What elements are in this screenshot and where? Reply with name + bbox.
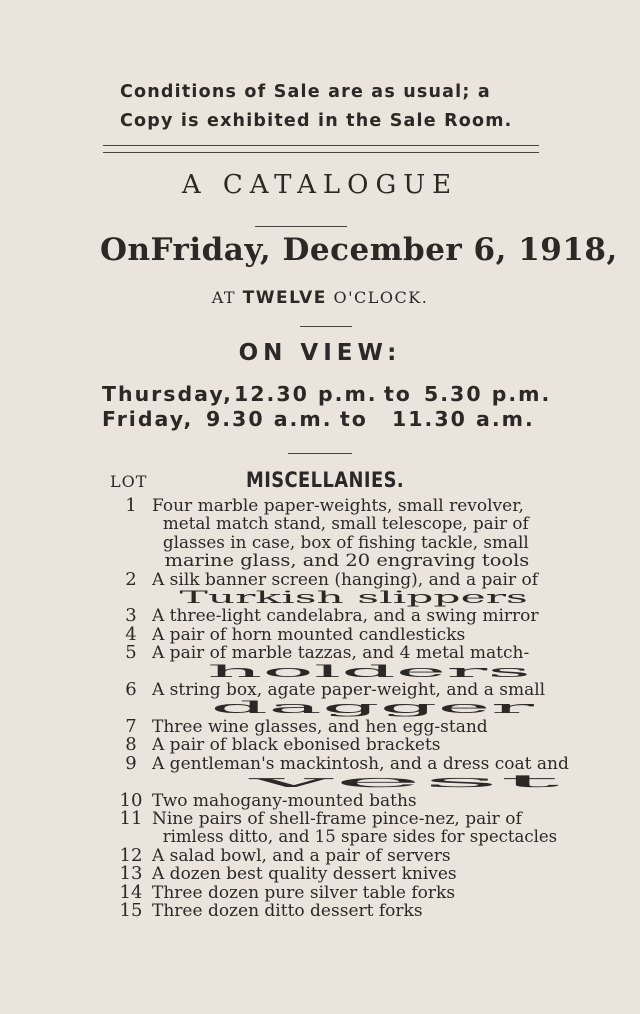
- lot-description-continuation: dagger: [210, 698, 534, 719]
- lot-item: [110, 736, 540, 754]
- view-to: to: [384, 382, 412, 406]
- lot-description-line: A pair of horn mounted candlesticks: [152, 624, 466, 645]
- lot-description: [152, 847, 540, 865]
- sale-date-text: Friday, December 6, 1918,: [150, 232, 618, 268]
- lot-description-line: A salad bowl, and a pair of servers: [152, 845, 451, 866]
- lot-description-line: A silk banner screen (hanging), and a pair of: [152, 569, 539, 590]
- lot-number: 13: [119, 863, 143, 885]
- lot-number: 14: [119, 881, 143, 903]
- lot-description: [152, 607, 540, 625]
- view-day: Thursday,: [102, 382, 233, 406]
- lot-number: 4: [125, 623, 137, 645]
- lot-item: [110, 865, 540, 883]
- lot-description-continuation: glasses in case, box of fishing tackle, small: [162, 532, 529, 553]
- lot-description-line: Two mahogany-mounted baths: [152, 790, 417, 811]
- lot-item: [110, 789, 540, 811]
- section-heading: MISCELLANIES.: [246, 468, 405, 492]
- lot-description: [152, 792, 540, 810]
- lot-description-line: Three wine glasses, and hen egg-stand: [152, 716, 488, 737]
- view-until: 11.30 a.m.: [392, 407, 535, 431]
- divider-rule: [255, 226, 347, 227]
- view-until: 5.30 p.m.: [424, 382, 552, 406]
- lot-list: [110, 495, 569, 921]
- lot-item: [110, 568, 540, 609]
- lot-description-line: A string box, agate paper-weight, and a small: [152, 680, 546, 701]
- lot-item: [110, 715, 540, 737]
- lot-description-line: Four marble paper-weights, small revolver,: [152, 496, 524, 516]
- on-view-heading: ON VIEW:: [238, 340, 402, 366]
- lot-description: [152, 755, 569, 792]
- lot-description-continuation: vest: [249, 772, 561, 793]
- lot-description: [152, 626, 540, 644]
- lot-item: [110, 497, 540, 571]
- conditions-line-2: Copy is exhibited in the Sale Room.: [120, 111, 513, 131]
- conditions-line-1: Conditions of Sale are as usual; a: [120, 82, 491, 102]
- sale-date: [100, 232, 618, 268]
- lot-description-line: A three-light candelabra, and a swing mirror: [152, 606, 539, 627]
- lot-description-continuation: metal match stand, small telescope, pair of: [162, 514, 529, 535]
- view-from: 9.30 a.m.: [206, 407, 333, 431]
- lot-description: [152, 718, 540, 736]
- lot-description-continuation: Turkish slippers: [179, 588, 528, 609]
- view-from: 12.30 p.m.: [234, 382, 378, 406]
- sale-time: [0, 288, 640, 308]
- lot-description-line: A gentleman's mackintosh, and a dress coat and: [152, 753, 569, 774]
- lot-description-line: Three dozen pure silver table forks: [152, 882, 456, 903]
- lot-item: [110, 807, 558, 848]
- lot-description-continuation: marine glass, and 20 engraving tools: [164, 551, 530, 572]
- double-rule: [103, 145, 539, 153]
- divider-rule: [288, 453, 352, 454]
- lot-description-line: A dozen best quality dessert knives: [152, 864, 457, 885]
- lot-number: 1: [125, 495, 137, 516]
- lot-number: 2: [125, 568, 137, 590]
- lot-description: [152, 810, 569, 847]
- sale-time-suffix: O'CLOCK.: [333, 288, 429, 307]
- lot-number: 11: [119, 807, 143, 829]
- lot-item: [110, 899, 540, 921]
- lot-description: [152, 865, 540, 883]
- lot-item: [110, 881, 540, 903]
- conditions-of-sale: [120, 78, 560, 136]
- lot-description: [152, 497, 540, 571]
- lot-number: 9: [125, 752, 137, 774]
- lot-description: [152, 736, 540, 754]
- lot-number: 12: [119, 844, 143, 866]
- lot-description: [152, 644, 540, 681]
- lot-number: 8: [125, 734, 137, 756]
- lot-description: [152, 681, 545, 718]
- lot-item: [110, 752, 569, 793]
- lot-number: 10: [119, 789, 143, 811]
- view-to: to: [340, 407, 368, 431]
- sale-time-hour: TWELVE: [242, 288, 327, 308]
- lot-description-line: Nine pairs of shell-frame pince-nez, pair of: [152, 808, 522, 829]
- lot-description: [152, 902, 540, 920]
- lot-description: [152, 884, 540, 902]
- lot-description-continuation: rimless ditto, and 15 spare sides for spectacles: [162, 827, 558, 848]
- lot-description: [152, 571, 540, 608]
- lot-number: 15: [119, 899, 143, 921]
- lot-description-line: A pair of marble tazzas, and 4 metal match-: [152, 643, 530, 664]
- lot-item: [110, 623, 540, 645]
- lot-number: 7: [125, 715, 137, 737]
- lot-item: [110, 844, 540, 866]
- lot-number: 6: [125, 679, 137, 701]
- view-day: Friday,: [102, 407, 194, 431]
- lot-item: [110, 644, 540, 681]
- catalogue-title: A CATALOGUE: [181, 170, 459, 200]
- divider-rule: [300, 326, 352, 327]
- lot-item: [110, 679, 546, 719]
- lot-description-continuation: holders: [207, 661, 532, 682]
- lot-number: 3: [125, 605, 137, 627]
- lot-number: 5: [125, 642, 137, 664]
- lot-description-line: Three dozen ditto dessert forks: [152, 900, 423, 921]
- sale-date-prefix: On: [100, 232, 151, 268]
- lot-description-line: A pair of black ebonised brackets: [152, 735, 441, 756]
- lot-column-heading: LOT: [110, 472, 148, 491]
- sale-time-at: AT: [211, 288, 237, 307]
- lot-item: [110, 607, 540, 625]
